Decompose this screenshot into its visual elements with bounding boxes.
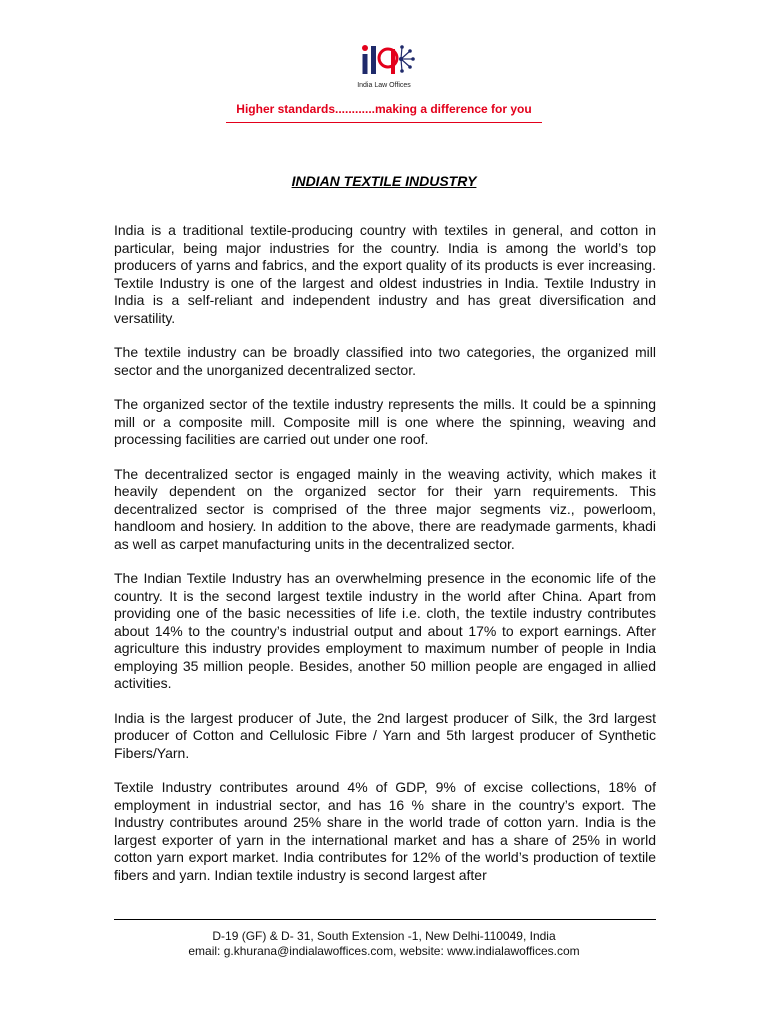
document-body (114, 222, 656, 901)
tagline-divider (226, 122, 542, 123)
tagline: Higher standards............making a difference for you (236, 102, 532, 116)
footer (0, 929, 768, 959)
footer-address: D-19 (GF) & D- 31, South Extension -1, New Delhi-110049, India (212, 929, 556, 943)
paragraph-1: India is a traditional textile-producing country with textiles in general, and cotton in particular, being major industries for the country. India is among the world’s top producers of yarns and fabrics, and the export quality of its products is ever increasing. Textile Industry is one of the largest and oldest industries in India. Textile Industry in India is a self-reliant and independent industry and has great diversification and versatility. (114, 222, 656, 326)
paragraph-6: India is the largest producer of Jute, the 2nd largest producer of Silk, the 3rd largest producer of Cotton and Cellulosic Fibre / Yarn and 5th largest producer of Synthetic Fibers/Yarn. (114, 709, 656, 761)
paragraph-5: The Indian Textile Industry has an overwhelming presence in the economic life of the country. It is the second largest textile industry in the world after China. Apart from providing one of the basic necessities of life i.e. cloth, the textile industry contributes about 14% to the country’s industrial output and about 17% to export earnings. After agriculture this industry provides employment to maximum number of people in India employing 35 million people. Besides, another 50 million people are engaged in allied activities. (114, 570, 656, 691)
logo-caption: India Law Offices (357, 82, 411, 89)
footer-contact: email: g.khurana@indialawoffices.com, website: www.indialawoffices.com (188, 944, 580, 958)
paragraph-2: The textile industry can be broadly classified into two categories, the organized mill sector and the unorganized decentralized sector. (114, 344, 656, 378)
document-title: INDIAN TEXTILE INDUSTRY (291, 173, 477, 189)
paragraph-3: The organized sector of the textile industry represents the mills. It could be a spinning mill or a composite mill. Composite mill is one where the spinning, weaving and processing facilities are carried out under one roof. (114, 396, 656, 447)
paragraph-7: Textile Industry contributes around 4% of GDP, 9% of excise collections, 18% of employment in industrial sector, and has 16 % share in the country’s export. The Industry contributes around 25% share in the world trade of cotton yarn. India is the largest exporter of yarn in the international market and has a share of 25% in world cotton yarn export market. India contributes for 12% of the world’s production of textile fibers and yarn. Indian textile industry is second largest after (114, 779, 656, 883)
footer-divider (114, 919, 656, 920)
paragraph-4: The decentralized sector is engaged mainly in the weaving activity, which makes it heavily dependent on the organized sector for their yarn requirements. This decentralized sector is comprised of the three major segments viz., powerloom, handloom and hosiery. In addition to the above, there are readymade garments, khadi as well as carpet manufacturing units in the decentralized sector. (114, 465, 656, 552)
